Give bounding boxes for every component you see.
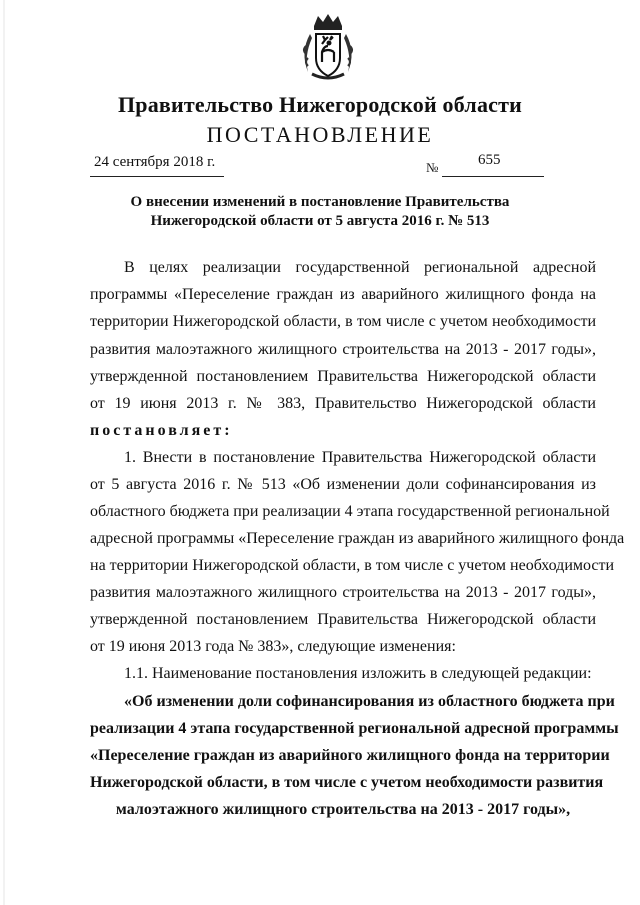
number-label: № <box>426 160 439 175</box>
body-line: развития малоэтажного жилищного строительства на 2013 - 2017 годы», <box>90 341 596 358</box>
body-line: от 19 июня 2013 г. № 383, Правительство Нижегородской области <box>90 395 596 412</box>
body-line: территории Нижегородской области, в том числе с учетом необходимости <box>90 313 596 330</box>
quote-line: «Об изменении доли софинансирования из областного бюджета при <box>124 693 615 710</box>
quote-line: реализации 4 этапа государственной региональной адресной программы <box>90 720 619 737</box>
body-line: утвержденной постановлением Правительства Нижегородской области <box>90 611 596 628</box>
quote-line: Нижегородской области, в том числе с учетом необходимости развития <box>90 774 604 791</box>
coat-of-arms-icon <box>296 12 360 82</box>
document-subject <box>60 193 580 231</box>
document-type: ПОСТАНОВЛЕНИЕ <box>206 122 434 147</box>
body-line: 1. Внести в постановление Правительства Нижегородской области <box>124 449 596 466</box>
document-number: 655 <box>478 152 501 168</box>
body-line: адресной программы «Переселение граждан из аварийного жилищного фонда <box>90 530 625 547</box>
body-line: утвержденной постановлением Правительства Нижегородской области <box>90 368 596 385</box>
body-line: от 19 июня 2013 года № 383», следующие изменения: <box>90 638 456 655</box>
body-line: областного бюджета при реализации 4 этапа государственной региональной <box>90 503 610 520</box>
body-line: 1.1. Наименование постановления изложить в следующей редакции: <box>124 665 592 682</box>
body-line: от 5 августа 2016 г. № 513 «Об изменении доли софинансирования из <box>90 476 596 493</box>
resolves-word: постановляет: <box>90 422 233 439</box>
body-line: программы «Переселение граждан из аварийного жилищного фонда на <box>90 286 596 303</box>
quote-line: «Переселение граждан из аварийного жилищного фонда на территории <box>90 747 610 764</box>
document-date: 24 сентября 2018 г. <box>94 154 216 170</box>
body-line: В целях реализации государственной региональной адресной <box>124 259 596 276</box>
subject-line: О внесении изменений в постановление Правительства <box>130 194 510 210</box>
body-line: на территории Нижегородской области, в том числе с учетом необходимости <box>90 557 615 574</box>
subject-line: Нижегородской области от 5 августа 2016 г. № 513 <box>150 213 490 229</box>
body-line: развития малоэтажного жилищного строительства на 2013 - 2017 годы», <box>90 584 596 601</box>
government-title: Правительство Нижегородской области <box>117 92 522 117</box>
quote-line: малоэтажного жилищного строительства на 2013 - 2017 годы», <box>115 801 571 818</box>
number-underline <box>442 176 544 177</box>
date-underline <box>90 176 224 177</box>
